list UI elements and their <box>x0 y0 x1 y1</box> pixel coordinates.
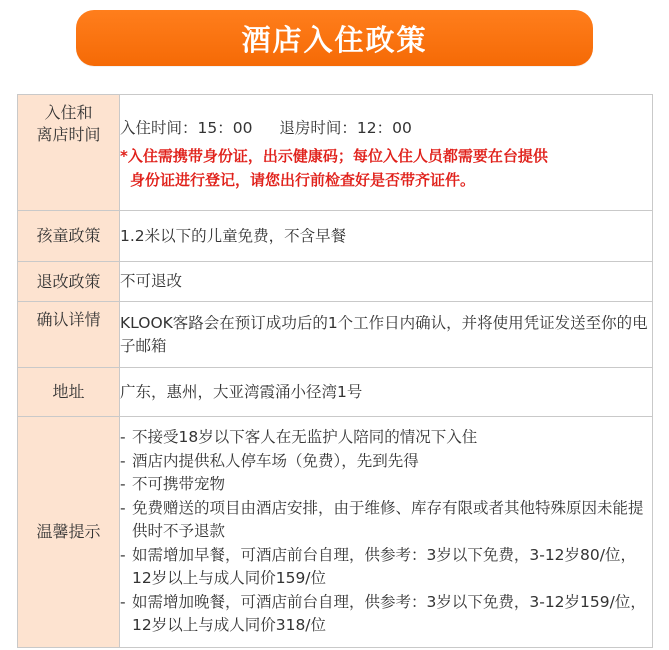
table-row-checkin <box>18 95 653 211</box>
child-value: 1.2米以下的儿童免费，不含早餐 <box>120 211 653 262</box>
page-title: 酒店入住政策 <box>241 22 428 57</box>
refund-label: 退改政策 <box>18 262 120 302</box>
list-item: - 不可携带宠物 <box>120 473 652 497</box>
table-row-child <box>18 211 653 262</box>
checkin-time: 入住时间：15：00 <box>120 119 253 137</box>
address-value: 广东，惠州，大亚湾霞涌小径湾1号 <box>120 368 653 417</box>
title-banner <box>76 10 593 66</box>
refund-value: 不可退改 <box>120 262 653 302</box>
checkin-note <box>120 144 652 192</box>
checkin-note-line1: *入住需携带身份证，出示健康码；每位入住人员都需要在台提供 <box>120 147 548 165</box>
checkin-times <box>120 117 652 140</box>
policy-table <box>17 94 653 648</box>
child-label: 孩童政策 <box>18 211 120 262</box>
list-item: - 酒店内提供私人停车场（免费），先到先得 <box>120 450 652 474</box>
checkin-label-line1: 入住和 <box>44 103 93 122</box>
confirm-value: KLOOK客路会在预订成功后的1个工作日内确认，并将使用凭证发送至你的电子邮箱 <box>120 302 653 368</box>
tips-value <box>120 417 653 648</box>
checkin-note-line2: 身份证进行登记，请您出行前检查好是否带齐证件。 <box>130 171 476 189</box>
list-item: - 不接受18岁以下客人在无监护人陪同的情况下入住 <box>120 426 652 450</box>
table-row-confirm <box>18 302 653 368</box>
checkout-time: 退房时间：12：00 <box>279 119 412 137</box>
table-row-address <box>18 368 653 417</box>
tips-list <box>120 424 652 640</box>
checkin-label-line2: 离店时间 <box>36 125 101 144</box>
checkin-label <box>18 95 120 211</box>
list-item: - 如需增加晚餐，可酒店前台自理，供参考：3岁以下免费，3-12岁159/位，12岁以上与成人同价318/位 <box>120 591 652 638</box>
address-label: 地址 <box>18 368 120 417</box>
list-item: - 如需增加早餐，可酒店前台自理，供参考：3岁以下免费，3-12岁80/位，12岁以上与成人同价159/位 <box>120 544 652 591</box>
table-row-tips <box>18 417 653 648</box>
checkin-value <box>120 95 653 211</box>
confirm-label: 确认详情 <box>18 302 120 368</box>
table-row-refund <box>18 262 653 302</box>
tips-label: 温馨提示 <box>18 417 120 648</box>
list-item: - 免费赠送的项目由酒店安排，由于维修、库存有限或者其他特殊原因未能提供时不予退款 <box>120 497 652 544</box>
